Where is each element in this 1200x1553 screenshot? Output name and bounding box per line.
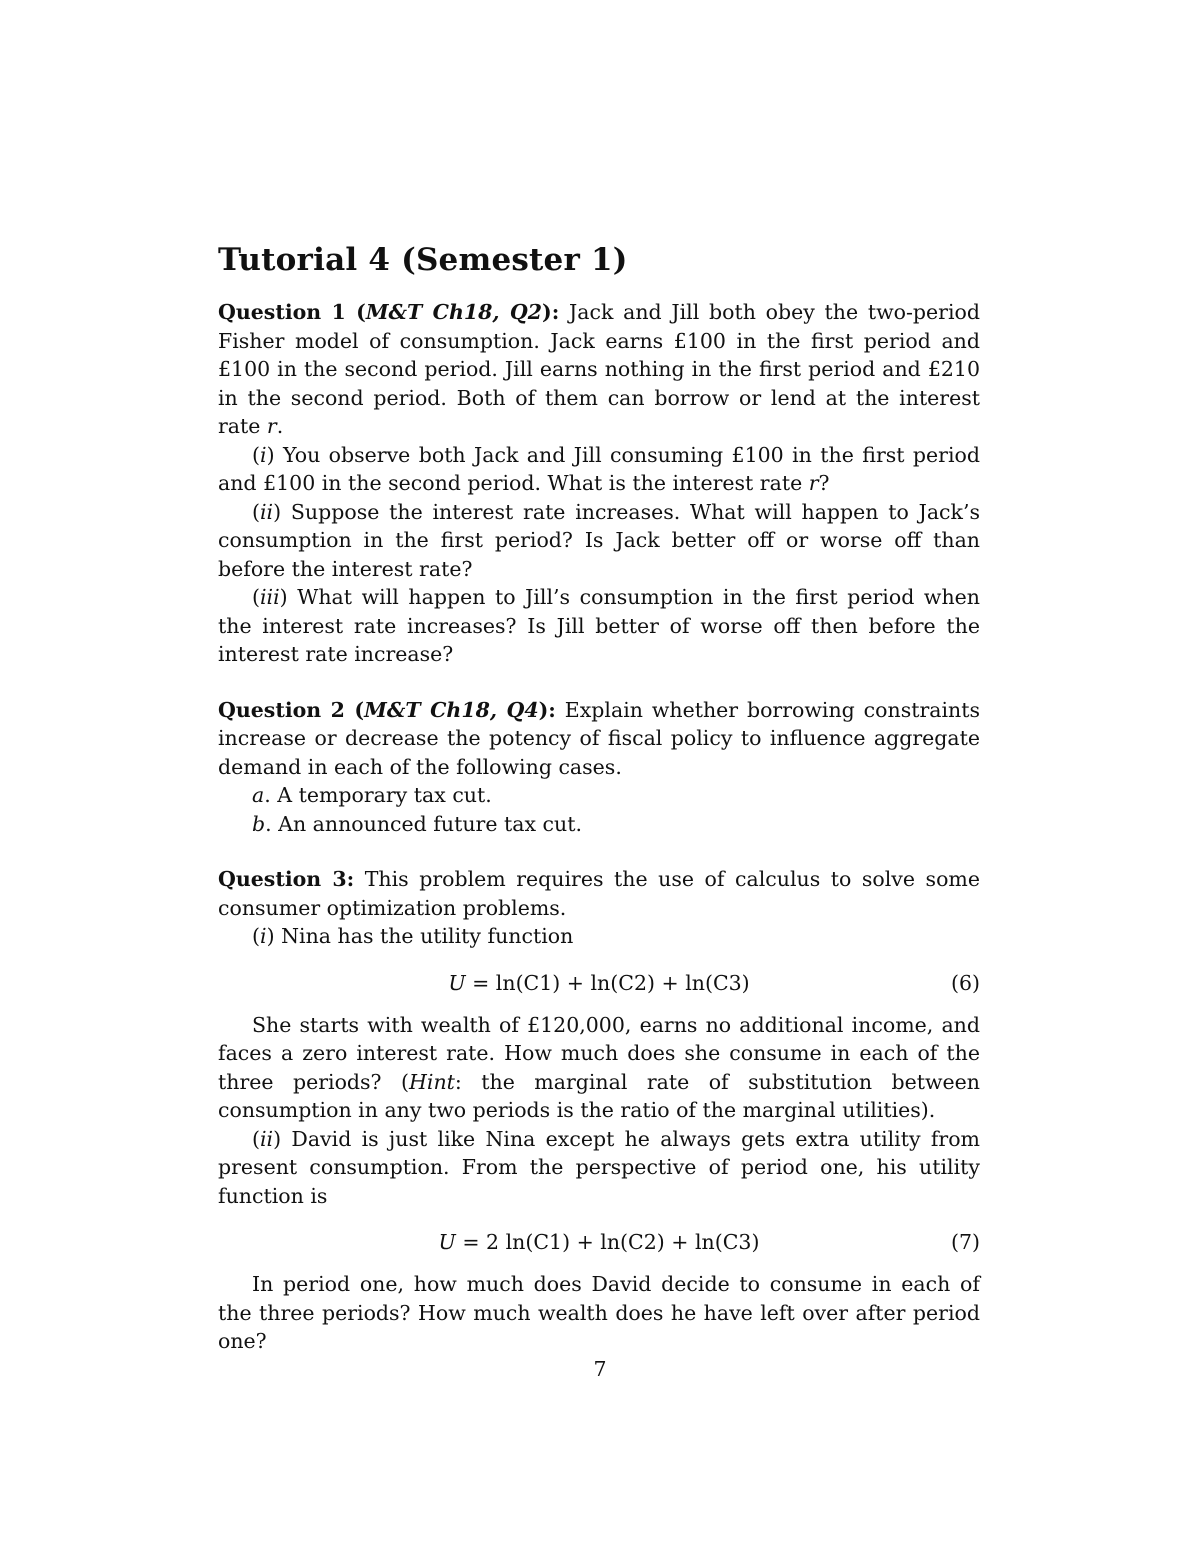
part-text: Suppose the interest rate increases. What will happen to Jack’s consumption in the first period? Is Jack better off or worse off than before the interest rate?	[218, 499, 980, 581]
list-item	[218, 781, 980, 810]
question-1-part-i: (i) You observe both Jack and Jill consuming £100 in the first period and £100 in the second period. What is the interest rate r?	[218, 442, 980, 495]
question-1-text: Jack and Jill both obey the two-period Fisher model of consumption. Jack earns £100 in the first period and £100 in the second period. Jill earns nothing in the first period and £210 in the second period. Both of them can borrow or lend at the interest rate	[218, 300, 980, 438]
question-3	[218, 865, 980, 1356]
question-2-reference: M&T Ch18, Q4	[364, 697, 539, 722]
question-1-reference: M&T Ch18, Q2	[365, 300, 543, 324]
document-body	[218, 240, 980, 1383]
list-item	[218, 810, 980, 839]
paragraph-text: : the marginal rate of substitution between consumption in any two periods is the ratio of the marginal utilities).	[218, 1069, 981, 1122]
equation-6	[218, 963, 980, 1003]
item-label: a	[252, 783, 265, 807]
item-label: b	[252, 811, 266, 836]
question-3-heading: Question 3:	[218, 867, 355, 891]
equation-body	[218, 1228, 980, 1257]
interest-rate-variable: r	[808, 471, 819, 495]
question-1-heading: Question 1 (	[218, 300, 366, 324]
question-1-part-iii: (iii) What will happen to Jill’s consumption in the first period when the interest rate increases? Is Jill better of worse off then before the interest rate increase?	[218, 585, 980, 666]
equation-rhs: = 2 ln(C1) + ln(C2) + ln(C3)	[455, 1230, 760, 1254]
utility-symbol: U	[448, 970, 466, 995]
question-3-intro	[218, 865, 980, 922]
question-1-heading-end: ):	[542, 300, 560, 324]
equation-number: (7)	[950, 1230, 980, 1254]
part-label: ii	[260, 1126, 274, 1151]
question-1-text-end: .	[276, 414, 284, 438]
question-1	[218, 298, 980, 669]
part-text-end: ?	[818, 471, 830, 495]
part-label: ii	[260, 499, 274, 524]
equation-7	[218, 1222, 980, 1262]
utility-symbol: U	[438, 1230, 456, 1254]
page-number: 7	[593, 1357, 607, 1381]
question-2	[218, 696, 980, 839]
item-text: . A temporary tax cut.	[264, 783, 492, 807]
page-title: Tutorial 4 (Semester 1)	[218, 242, 628, 278]
equation-body	[218, 969, 980, 998]
item-text: . An announced future tax cut.	[265, 811, 582, 836]
part-text: What will happen to Jill’s consumption in the first period when the interest rate increases? Is Jill better of worse off then before the interest rate increase?	[218, 585, 980, 666]
question-3-text: This problem requires the use of calculus to solve some consumer optimization problems.	[218, 867, 980, 920]
interest-rate-variable: r	[266, 414, 277, 438]
question-1-part-ii: (ii) Suppose the interest rate increases. What will happen to Jack’s consumption in the first period? Is Jack better off or worse off than before the interest rate?	[218, 499, 980, 581]
hint-label: Hint	[409, 1069, 455, 1094]
question-3-closing: In period one, how much does David decide to consume in each of the three periods? How much wealth does he have left over after period one?	[218, 1272, 980, 1353]
question-2-heading: Question 2 (	[218, 697, 365, 722]
part-text: David is just like Nina except he always gets extra utility from present consumption. From the perspective of period one, his utility function is	[218, 1126, 980, 1208]
equation-rhs: = ln(C1) + ln(C2) + ln(C3)	[465, 970, 750, 995]
question-2-heading-end: ):	[538, 697, 556, 722]
part-label: i	[260, 442, 267, 467]
part-label: i	[260, 924, 267, 948]
part-text: You observe both Jack and Jill consuming £100 in the first period and £100 in the second period. What is the interest rate	[218, 442, 980, 495]
question-2-text: Explain whether borrowing constraints increase or decrease the potency of fiscal policy to influence aggregate demand in each of the following cases.	[218, 697, 980, 779]
equation-number: (6)	[950, 970, 980, 995]
part-text: Nina has the utility function	[274, 924, 574, 948]
question-3-part-ii: (ii) David is just like Nina except he always gets extra utility from present consumption. From the perspective of period one, his utility function is	[218, 1126, 980, 1208]
question-3-part-i: (i) Nina has the utility function	[252, 924, 574, 948]
question-3-paragraph	[218, 1011, 980, 1125]
question-2-intro	[218, 696, 980, 782]
paragraph-text: She starts with wealth of £120,000, earns no additional income, and faces a zero interest rate. How much does she consume in each of the three periods? (	[218, 1012, 980, 1094]
question-1-intro	[218, 298, 980, 441]
part-label: iii	[260, 585, 280, 609]
